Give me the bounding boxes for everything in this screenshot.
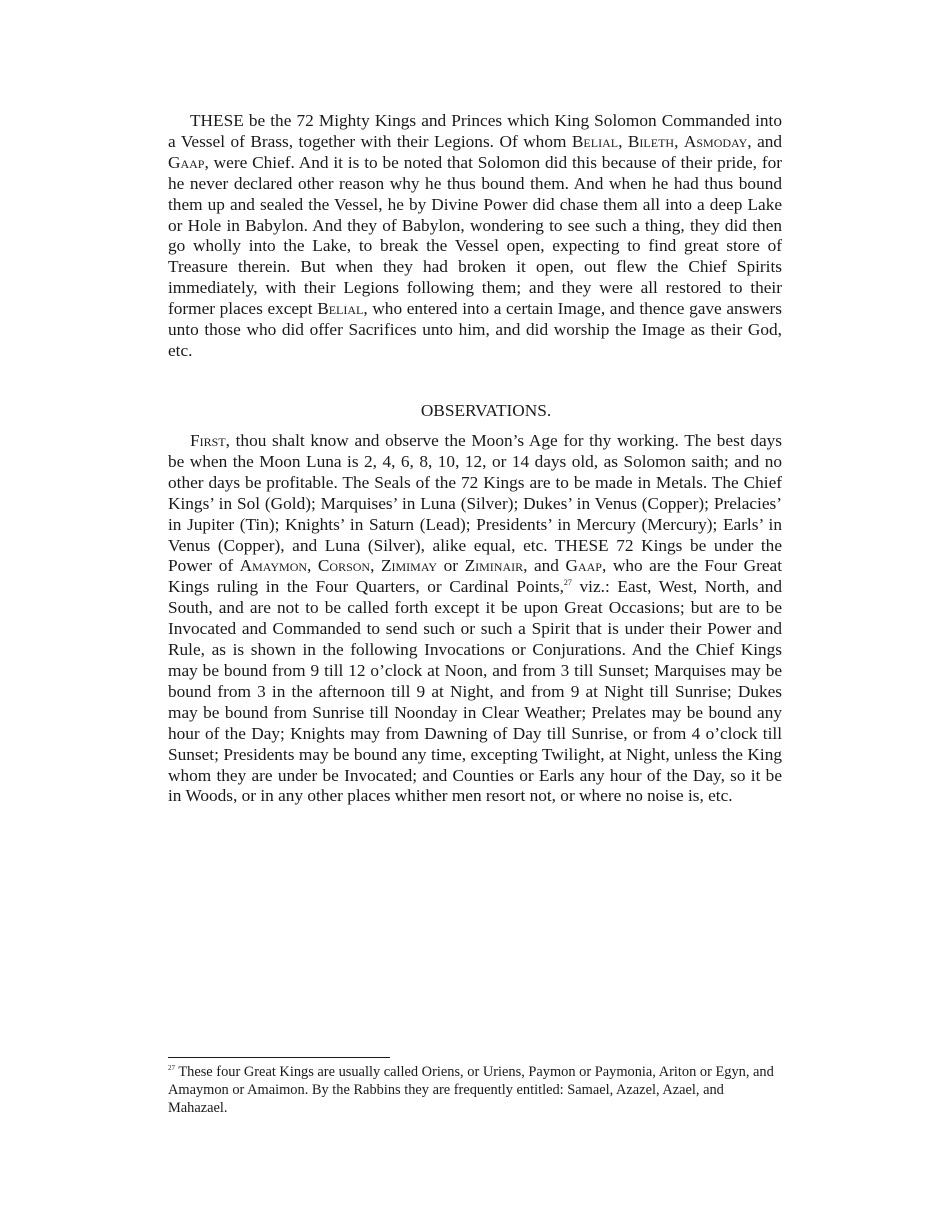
footnote-text: These four Great Kings are usually called Oriens, or Uriens, Paymon or Paymonia, Ariton or Egyn, and Amaymon or Amaimon. By the Rabbins they are frequently entitled: Samael, Azazel, Azael, and Mahazael. (168, 1064, 774, 1116)
king-name-corson: Corson (317, 556, 371, 576)
footnote-marker: 27 (168, 1064, 175, 1073)
king-name-ziminair: Ziminair (464, 556, 524, 576)
king-name-zimimay: Zimimay (380, 556, 438, 576)
spirit-name-belial: Belial (571, 131, 619, 151)
king-name-gaap: Gaap (565, 556, 602, 576)
spirit-name-bileth: Bileth (627, 131, 675, 151)
spirit-name-gaap: Gaap (168, 152, 205, 172)
spirit-name-belial: Belial (317, 299, 364, 319)
footnote (168, 1063, 780, 1117)
king-name-amaymon: Amaymon (239, 556, 308, 576)
footnote-reference[interactable]: 27 (563, 578, 572, 588)
lead-word: First (190, 431, 226, 450)
footnote-divider (168, 1057, 390, 1058)
intro-paragraph: THESE be the 72 Mighty Kings and Princes which King Solomon Commanded into a Vessel of Brass, together with their Legions. Of whom Belial, Bileth, Asmoday, and Gaap, were Chief. And it is to be noted that Solomon did this because of their pride, for he never declared other reason why he thus bound them. And when he had thus bound them up and sealed the Vessel, he by Divine Power did chase them all into a deep Lake or Hole in Babylon. And they of Babylon, wondering to see such a thing, they did then go wholly into the Lake, to break the Vessel open, expecting to find great store of Treasure therein. But when they had broken it open, out flew the Chief Spirits immediately, with their Legions following them; and they were all restored to their former places except Belial, who entered into a certain Image, and thence gave answers unto those who did offer Sacrifices unto him, and did worship the Image as their God, etc. (168, 111, 783, 360)
spirit-name-asmoday: Asmoday (683, 131, 748, 151)
observations-paragraph: First, thou shalt know and observe the Moon’s Age for thy working. The best days be when the Moon Luna is 2, 4, 6, 8, 10, 12, or 14 days old, as Solomon saith; and no other days be profitable. The Seals of the 72 Kings are to be made in Metals. The Chief Kings’ in Sol (Gold); Marquises’ in Luna (Silver); Dukes’ in Venus (Copper); Prelacies’ in Jupiter (Tin); Knights’ in Saturn (Lead); Presidents’ in Mercury (Mercury); Earls’ in Venus (Copper), and Luna (Silver), alike equal, etc. THESE 72 Kings be under the Power of Amaymon, Corson, Zimimay or Ziminair, and Gaap, who are the Four Great Kings ruling in the Four Quarters, or Cardinal Points,$^{27}$ viz.: East, West, North, and South, and are not to be called forth except it be upon Great Occasions; but are to be Invocated and Commanded to send such or such a Spirit that is under their Power and Rule, as is shown in the following Invocations or Conjurations. And the Chief Kings may be bound from 9 till 12 o’clock at Noon, and from 3 till Sunset; Marquises may be bound from 3 in the afternoon till 9 at Night, and from 9 at Night till Sunrise; Dukes may be bound from Sunrise till Noonday in Clear Weather; Prelates may be bound any hour of the Day; Knights may from Dawning of Day till Sunrise, or from 4 o’clock till Sunset; Presidents may be bound any time, excepting Twilight, at Night, unless the King whom they are under be Invocated; and Counties or Earls any hour of the Day, so it be in Woods, or in any other places whither men resort not, or where no noise is, etc. (168, 431, 782, 806)
section-heading: OBSERVATIONS. (420, 401, 552, 420)
